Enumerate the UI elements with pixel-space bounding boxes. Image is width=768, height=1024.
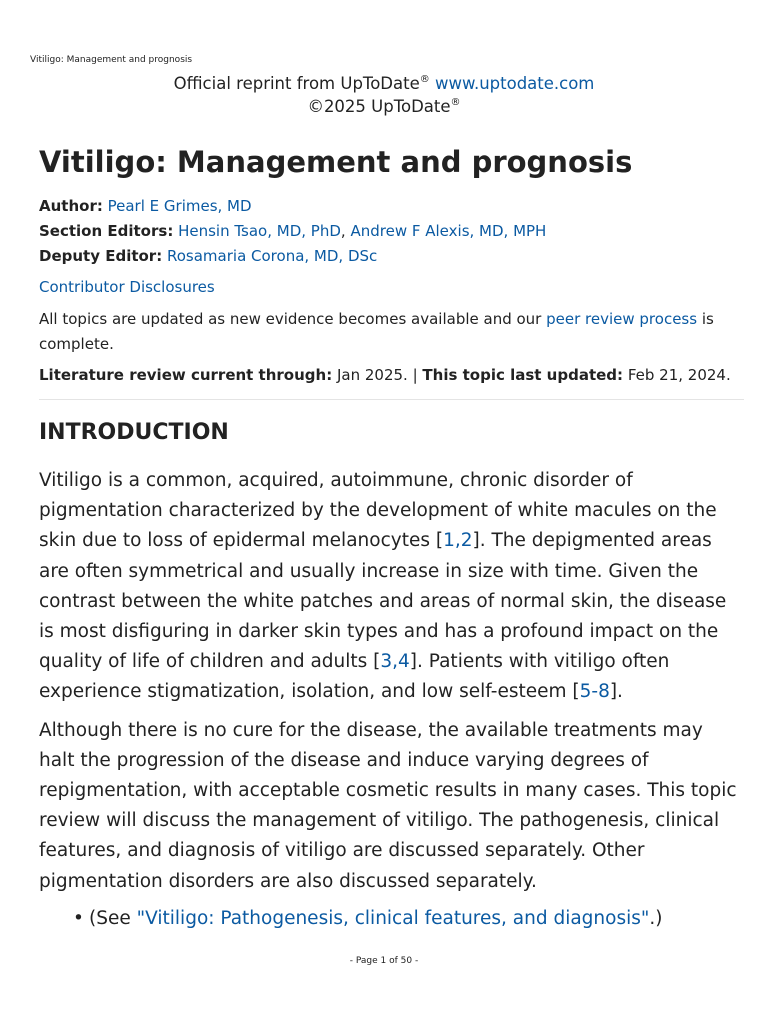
print-header-title: Vitiligo: Management and prognosis — [30, 55, 193, 65]
see-prefix: (See — [89, 907, 131, 929]
reference-link-3-4[interactable]: 3,4 — [380, 651, 410, 673]
deputy-editor-label: Deputy Editor: — [39, 247, 163, 265]
contributor-disclosures-link[interactable]: Contributor Disclosures — [39, 278, 215, 296]
review-dates — [39, 363, 744, 388]
author-row — [39, 194, 744, 219]
article-content — [39, 140, 744, 934]
reprint-line-2 — [0, 95, 768, 118]
editor-separator: , — [340, 222, 346, 240]
section-divider — [39, 399, 744, 400]
update-note-prefix: All topics are updated as new evidence becomes available and our — [39, 310, 542, 328]
update-note-suffix: is complete. — [39, 310, 714, 353]
last-updated-value: Feb 21, 2024. — [627, 366, 731, 384]
author-label: Author: — [39, 197, 103, 215]
deputy-editor-link[interactable]: Rosamaria Corona, MD, DSc — [167, 247, 378, 265]
lit-review-label: Literature review current through: — [39, 366, 333, 384]
uptodate-link[interactable]: www.uptodate.com — [434, 74, 595, 93]
disclosures-row — [39, 275, 744, 300]
intro-p1-text-a: Vitiligo is a common, acquired, autoimmune, chronic disorder of pigmentation characterized by the development of white macules on the skin due to loss of epidermal melanocytes [ — [39, 470, 717, 552]
reference-link-5-8[interactable]: 5-8 — [579, 681, 610, 703]
author-link[interactable]: Pearl E Grimes, MD — [107, 197, 252, 215]
reprint-notice — [0, 72, 768, 118]
page-title: Vitiligo: Management and prognosis — [39, 145, 633, 179]
reprint-line-1 — [0, 72, 768, 95]
see-also-list — [39, 904, 744, 934]
bullet-icon: • — [73, 907, 84, 929]
section-editor-link-1[interactable]: Hensin Tsao, MD, PhD — [178, 222, 341, 240]
peer-review-link[interactable]: peer review process — [546, 310, 698, 328]
section-editors-label: Section Editors: — [39, 222, 174, 240]
section-editors-row — [39, 219, 744, 244]
reprint-prefix: Official reprint from UpToDate — [173, 74, 420, 93]
intro-p1-text-b: ]. The depigmented areas are often symmetrical and usually increase in size with time. Given the contrast between the white patches and areas of normal skin, the disease is most disfiguring in darker skin types and has a profound impact on the quality of life of children and adults [ — [39, 530, 727, 673]
deputy-editor-row — [39, 244, 744, 269]
introduction-heading: INTRODUCTION — [39, 420, 229, 445]
copyright-text: ©2025 UpToDate — [307, 97, 451, 116]
registered-mark: ® — [419, 74, 430, 85]
page-indicator: - Page 1 of 50 - — [349, 956, 419, 966]
reference-link-1-2[interactable]: 1,2 — [443, 530, 473, 552]
lit-review-value: Jan 2025. | — [336, 366, 418, 384]
intro-p1-text-d: ]. — [609, 681, 623, 703]
pathogenesis-topic-link[interactable]: "Vitiligo: Pathogenesis, clinical features, and diagnosis" — [136, 907, 650, 929]
intro-p1-text-c: ]. Patients with vitiligo often experience stigmatization, isolation, and low self-esteem [ — [39, 651, 670, 703]
last-updated-label: This topic last updated: — [422, 366, 624, 384]
intro-paragraph-2: Although there is no cure for the disease, the available treatments may halt the progression of the disease and induce varying degrees of repigmentation, with acceptable cosmetic results in many cases. This topic review will discuss the management of vitiligo. The pathogenesis, clinical features, and diagnosis of vitiligo are discussed separately. Other pigmentation disorders are also discussed separately. — [39, 719, 737, 892]
registered-mark-2: ® — [450, 97, 461, 108]
update-note — [39, 307, 744, 357]
intro-paragraph-1 — [39, 466, 744, 708]
article-metadata — [39, 194, 744, 269]
section-editor-link-2[interactable]: Andrew F Alexis, MD, MPH — [350, 222, 547, 240]
see-suffix: .) — [649, 907, 663, 929]
list-item — [73, 904, 744, 934]
